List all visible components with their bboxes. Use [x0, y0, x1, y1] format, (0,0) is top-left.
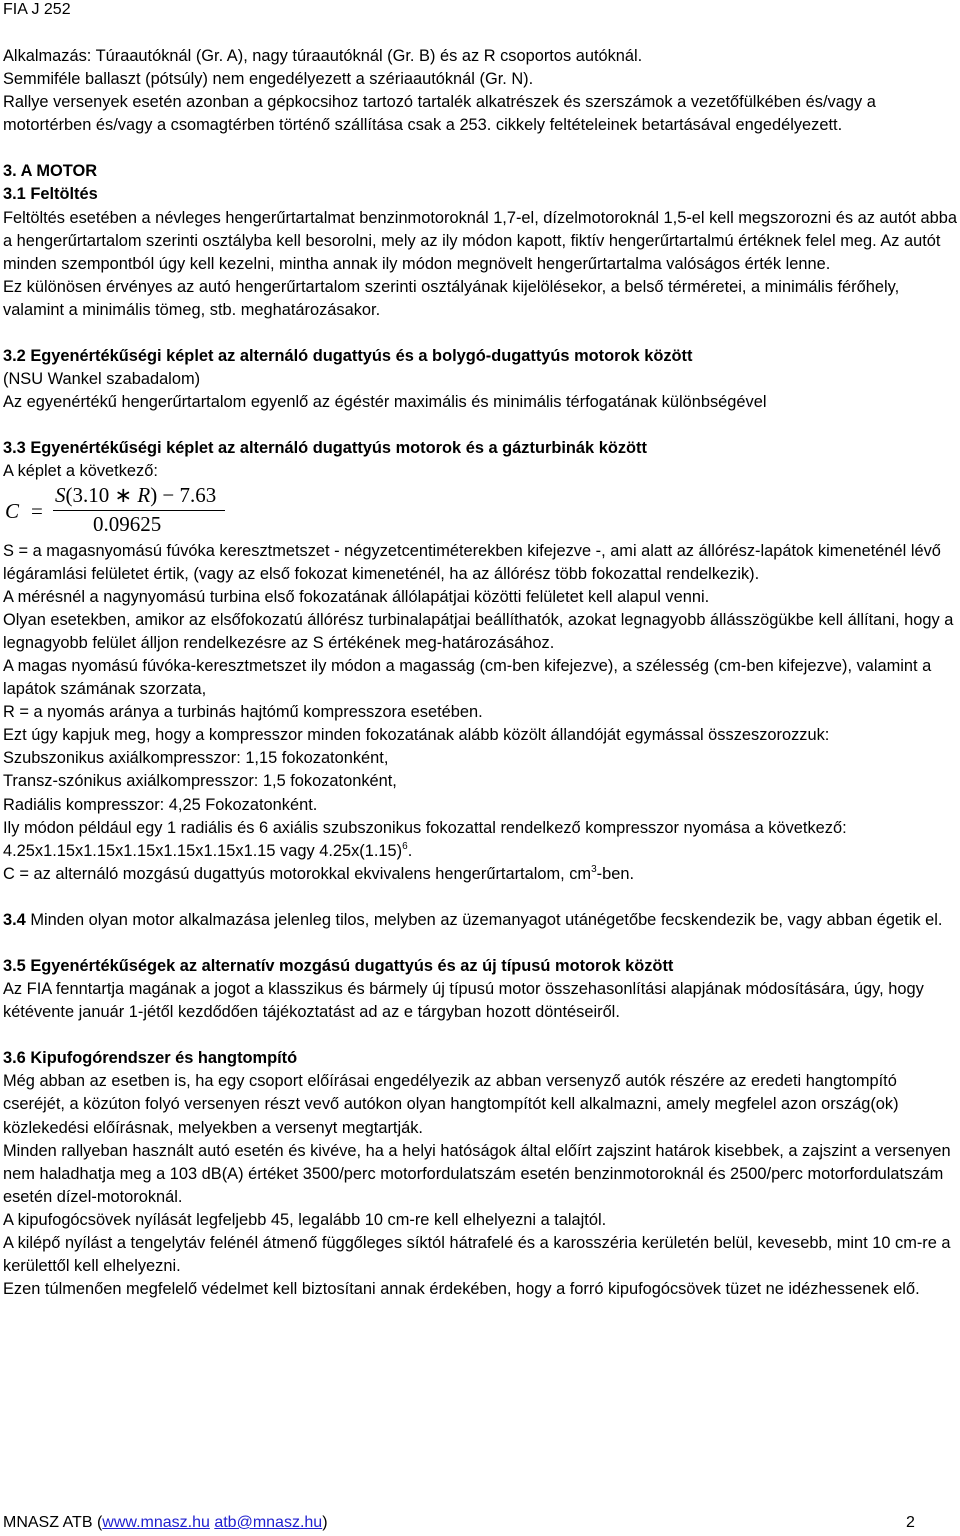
footer-org: MNASZ ATB	[3, 1514, 93, 1531]
paragraph: Semmiféle ballaszt (pótsúly) nem engedélyezett a szériaautóknál (Gr. N).	[3, 70, 534, 89]
equivalence-formula	[3, 484, 243, 540]
subsection-heading: 3.2 Egyenértékűségi képlet az alternáló dugattyús és a bolygó-dugattyús motorok között	[3, 347, 693, 366]
paragraph: Ez különösen érvényes az autó hengerűrtartalom szerinti osztályának kijelölésekor, a belső térméretei, a minimális férőhely, valamint a minimális tömeg, stb. meghatározásakor.	[3, 277, 900, 319]
footer-text: (	[92, 1514, 103, 1531]
paragraph: Még abban az esetben is, ha egy csoport előírásai engedélyezik az abban versenyző autók részére az eredeti hangtompító cseréjét, a közúton folyó versenyen részt vevő autókon olyan hangtompítót kell alkalmazni, amely megfelel azon ország(ok) közlekedési előírásnak, melyekben a versenyt megtartják.	[3, 1072, 899, 1137]
paragraph: A magas nyomású fúvóka-keresztmetszet ily módon a magasság (cm-ben kifejezve), a szélesség (cm-ben kifejezve), valamint a lapátok számának szorzata,	[3, 656, 932, 699]
subsection-heading: 3.5 Egyenértékűségek az alternatív mozgású dugattyús és az új típusú motorok között	[3, 957, 674, 975]
paragraph: Az egyenértékű hengerűrtartalom egyenlő az égéstér maximális és minimális térfogatának különbségével	[3, 393, 767, 412]
subsection-heading: 3.6 Kipufogórendszer és hangtompító	[3, 1049, 298, 1068]
subsection-heading: 3.1 Feltöltés	[3, 185, 98, 204]
formula-symbol-r: R	[132, 482, 151, 507]
paragraph: Radiális kompresszor: 4,25 Fokozatonként.	[3, 795, 318, 814]
paragraph: Az FIA fenntartja magának a jogot a klasszikus és bármely új típusú motor összehasonlítási alapjának módosítására, úgy, hogy kétévente január 1-jétől kezdődően tájékoztatást ad az e tárgyban hozott döntéseiről.	[3, 980, 924, 1022]
paragraph: Minden rallyeban használt autó esetén és kivéve, ha a helyi hatóságok által előírt zajszint határok kisebbek, a zajszint a versenyen nem haladhatja meg a 103 dB(A) értéket 3500/perc motorfordulatszám esetén benzinmotoroknál és 2500/perc motorfordulatszám esetén dízel-motoroknál.	[3, 1141, 951, 1206]
paragraph-text: Minden olyan motor alkalmazása jelenleg tilos, melyben az üzemanyagot utánégetőbe fecskendezik be, vagy abban égetik el.	[25, 910, 943, 929]
paragraph: S = a magasnyomású fúvóka keresztmetszet - négyzetcentiméterekben kifejezve -, ami alatt az állórész-lapátok kimeneténél lévő légáramlási felületet értik, (vagy az első fokozat kimeneténél, ha az állórész több fokozattal rendelkezik).	[3, 541, 941, 583]
paragraph: A kipufogócsövek nyílását legfeljebb 45, legalább 10 cm-re kell elhelyezni a talajtól.	[3, 1210, 607, 1229]
paragraph: Szubszonikus axiálkompresszor: 1,15 fokozatonként,	[3, 749, 389, 768]
superscript: 3	[591, 863, 597, 875]
email-link[interactable]: atb@mnasz.hu	[214, 1514, 323, 1531]
footer-text: )	[322, 1514, 328, 1531]
formula-symbol-s: S	[55, 482, 66, 507]
paragraph-text: Ily módon például egy 1 radiális és 6 axiális szubszonikus fokozattal rendelkező kompresszor nyomása a következő: 4.25x1.15x1.15x1.15x1.15x1.15x1.15 vagy 4.25x(1.15)	[3, 818, 847, 860]
paragraph-text: C = az alternáló mozgású dugattyús motorokkal ekvivalens hengerűrtartalom, cm	[3, 864, 592, 883]
page-footer	[3, 1513, 958, 1533]
paragraph	[3, 863, 958, 886]
formula-denominator: 0.09625	[93, 511, 162, 536]
paragraph-text: -ben.	[596, 864, 634, 883]
fraction-bar	[53, 510, 225, 511]
page-number: 2	[906, 1514, 915, 1531]
section-number: 3.4	[3, 910, 26, 929]
subsection-heading: 3.3 Egyenértékűségi képlet az alternáló dugattyús motorok és a gázturbinák között	[3, 439, 647, 458]
paragraph: (NSU Wankel szabadalom)	[3, 370, 201, 389]
paragraph	[3, 909, 958, 932]
paragraph: Transz-szónikus axiálkompresszor: 1,5 fokozatonként,	[3, 772, 397, 791]
paragraph: Feltöltés esetében a névleges hengerűrtartalmat benzinmotoroknál 1,7-el, dízelmotoroknál 1,5-el kell megszorozni és az autót abba a hengerűrtartalom szerinti osztályba kell besorolni, mely az ily módon kapott, fiktív hengerűrtartalmú értéknek felel meg. Az autót minden szempontból úgy kell kezelni, mintha annak ily módon megnövelt hengerűrtartalma valóságos érték lenne.	[3, 208, 957, 273]
document-body	[3, 45, 958, 1301]
formula-text: ) − 7.63	[150, 482, 217, 507]
paragraph: A kilépő nyílást a tengelytáv felénél átmenő függőleges síktól hátrafelé és a karosszéria kerületén belül, kevesebb, mint 10 cm-re a kerülettől kell elhelyezni.	[3, 1234, 951, 1276]
formula-lhs: C	[5, 498, 20, 523]
paragraph: R = a nyomás aránya a turbinás hajtómű kompresszora esetében.	[3, 703, 483, 722]
paragraph: Rallye versenyek esetén azonban a gépkocsihoz tartozó tartalék alkatrészek és szerszámok a vezetőfülkében és/vagy a motortérben és/vagy a csomagtérben történő szállítása csak a 253. cikkely feltételeinek betartásával engedélyezett.	[3, 93, 876, 135]
website-link[interactable]: www.mnasz.hu	[102, 1514, 210, 1531]
document-code: FIA J 252	[3, 1, 71, 18]
formula-numerator	[55, 484, 216, 507]
paragraph-text: .	[407, 841, 413, 860]
section-heading: 3. A MOTOR	[3, 162, 98, 181]
paragraph: Alkalmazás: Túraautóknál (Gr. A), nagy túraautóknál (Gr. B) és az R csoportos autóknál.	[3, 47, 643, 65]
superscript: 6	[402, 840, 408, 852]
page-header	[3, 0, 71, 20]
formula-equals: =	[31, 498, 43, 523]
paragraph: Ezen túlmenően megfelelő védelmet kell biztosítani annak érdekében, hogy a forró kipufogócsövek tüzet ne idézhessenek elő.	[3, 1280, 920, 1299]
paragraph: A mérésnél a nagynyomású turbina első fokozatának állólapátjai közötti felületet kell alapul venni.	[3, 587, 710, 606]
formula-text: (3.10	[65, 482, 115, 507]
paragraph	[3, 817, 958, 863]
paragraph: Olyan esetekben, amikor az elsőfokozatú állórész turbinalapátjai beállíthatók, azokat legnagyobb állásszögükbe kell állítani, hogy a legnagyobb felület álljon rendelkezésre az S értékének meg-határozásához.	[3, 610, 954, 652]
paragraph: Ezt úgy kapjuk meg, hogy a kompresszor minden fokozatának alább közölt állandóját egymással összeszorozzuk:	[3, 726, 830, 745]
paragraph: A képlet a következő:	[3, 462, 158, 481]
formula-operator: ∗	[114, 482, 133, 507]
